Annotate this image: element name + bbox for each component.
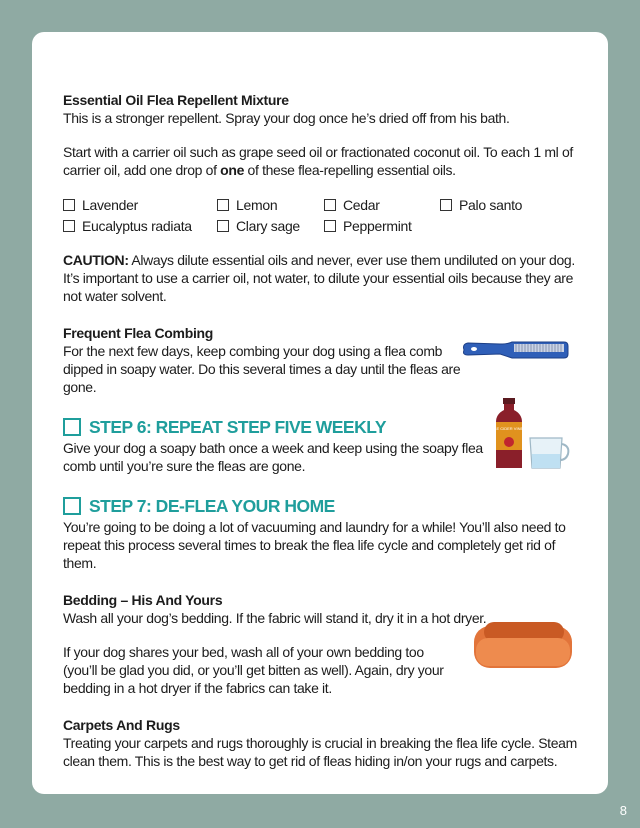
page-number: 8 xyxy=(619,803,627,818)
step6-checkbox-icon[interactable] xyxy=(63,418,81,436)
oil-label: Peppermint xyxy=(343,218,412,234)
step7-heading xyxy=(63,494,583,518)
carrier-text-post: of these flea-repelling essential oils. xyxy=(244,162,456,178)
page-card xyxy=(32,32,608,794)
oil-label: Lemon xyxy=(236,197,278,213)
carrier-oil-paragraph xyxy=(63,143,583,179)
oil-label: Palo santo xyxy=(459,197,523,213)
step6-title: STEP 6: REPEAT STEP FIVE WEEKLY xyxy=(89,417,386,437)
oil-label: Clary sage xyxy=(236,218,300,234)
bedding-text-1: Wash all your dog’s bedding. If the fabric will stand it, dry it in a hot dryer. xyxy=(63,610,487,626)
essential-oil-intro: This is a stronger repellent. Spray your dog once he’s dried off from his bath. xyxy=(63,110,510,126)
flea-comb-icon xyxy=(460,334,570,364)
combing-text: For the next few days, keep combing your dog using a flea comb dipped in soapy water. Do this several times a day until the fleas are gone. xyxy=(63,343,461,395)
oil-item[interactable] xyxy=(217,217,324,235)
caution-paragraph xyxy=(63,251,583,305)
oil-item[interactable] xyxy=(217,196,324,214)
oil-item[interactable] xyxy=(63,217,217,235)
oil-item[interactable] xyxy=(324,217,440,235)
oil-item[interactable] xyxy=(63,196,217,214)
caution-label: CAUTION: xyxy=(63,252,129,268)
carrier-text-bold: one xyxy=(220,162,245,178)
bedding-heading: Bedding – His And Yours xyxy=(63,592,223,608)
step6-text: Give your dog a soapy bath once a week and keep using the soapy flea comb until you’re sure the fleas are gone. xyxy=(63,440,483,474)
checkbox-icon[interactable] xyxy=(217,220,229,232)
checkbox-icon[interactable] xyxy=(63,220,75,232)
carpets-heading: Carpets And Rugs xyxy=(63,717,180,733)
bottle-label: APPLE CIDER VINEGAR xyxy=(486,426,532,431)
oil-label: Cedar xyxy=(343,197,380,213)
checkbox-icon[interactable] xyxy=(217,199,229,211)
combing-heading: Frequent Flea Combing xyxy=(63,325,214,341)
checkbox-icon[interactable] xyxy=(440,199,452,211)
carpets-text: Treating your carpets and rugs thoroughly is crucial in breaking the flea life cycle. Steam clean them. This is the best way to get rid of fleas hiding in/on your rugs and carpets. xyxy=(63,735,577,769)
carrier-text-pre: Start with a carrier oil such as grape seed oil or fractionated coconut oil. To each 1 ml of carrier oil, add one drop of xyxy=(63,144,573,178)
bedding-text-2: If your dog shares your bed, wash all of your own bedding too (you’ll be glad you did, or you’ll get bitten as well). Again, dry your bedding in a hot dryer if the fabrics can take it. xyxy=(63,644,444,696)
checkbox-icon[interactable] xyxy=(324,199,336,211)
essential-oil-heading: Essential Oil Flea Repellent Mixture xyxy=(63,92,289,108)
oil-label: Eucalyptus radiata xyxy=(82,218,192,234)
step7-title: STEP 7: DE-FLEA YOUR HOME xyxy=(89,496,335,516)
oil-label: Lavender xyxy=(82,197,138,213)
step7-text: You’re going to be doing a lot of vacuuming and laundry for a while! You’ll also need to repeat this process several times to break the flea life cycle and completely get rid of them. xyxy=(63,519,566,571)
step7-checkbox-icon[interactable] xyxy=(63,497,81,515)
checkbox-icon[interactable] xyxy=(324,220,336,232)
dog-bed-icon xyxy=(470,618,576,670)
oil-checklist xyxy=(63,196,583,235)
oil-item[interactable] xyxy=(440,196,580,214)
caution-text: Always dilute essential oils and never, ever use them undiluted on your dog. It’s important to use a carrier oil, not water, to dilute your essential oils because they are not water solvent. xyxy=(63,252,575,304)
checkbox-icon[interactable] xyxy=(63,199,75,211)
vinegar-bottle-icon xyxy=(486,398,570,470)
oil-item[interactable] xyxy=(324,196,440,214)
